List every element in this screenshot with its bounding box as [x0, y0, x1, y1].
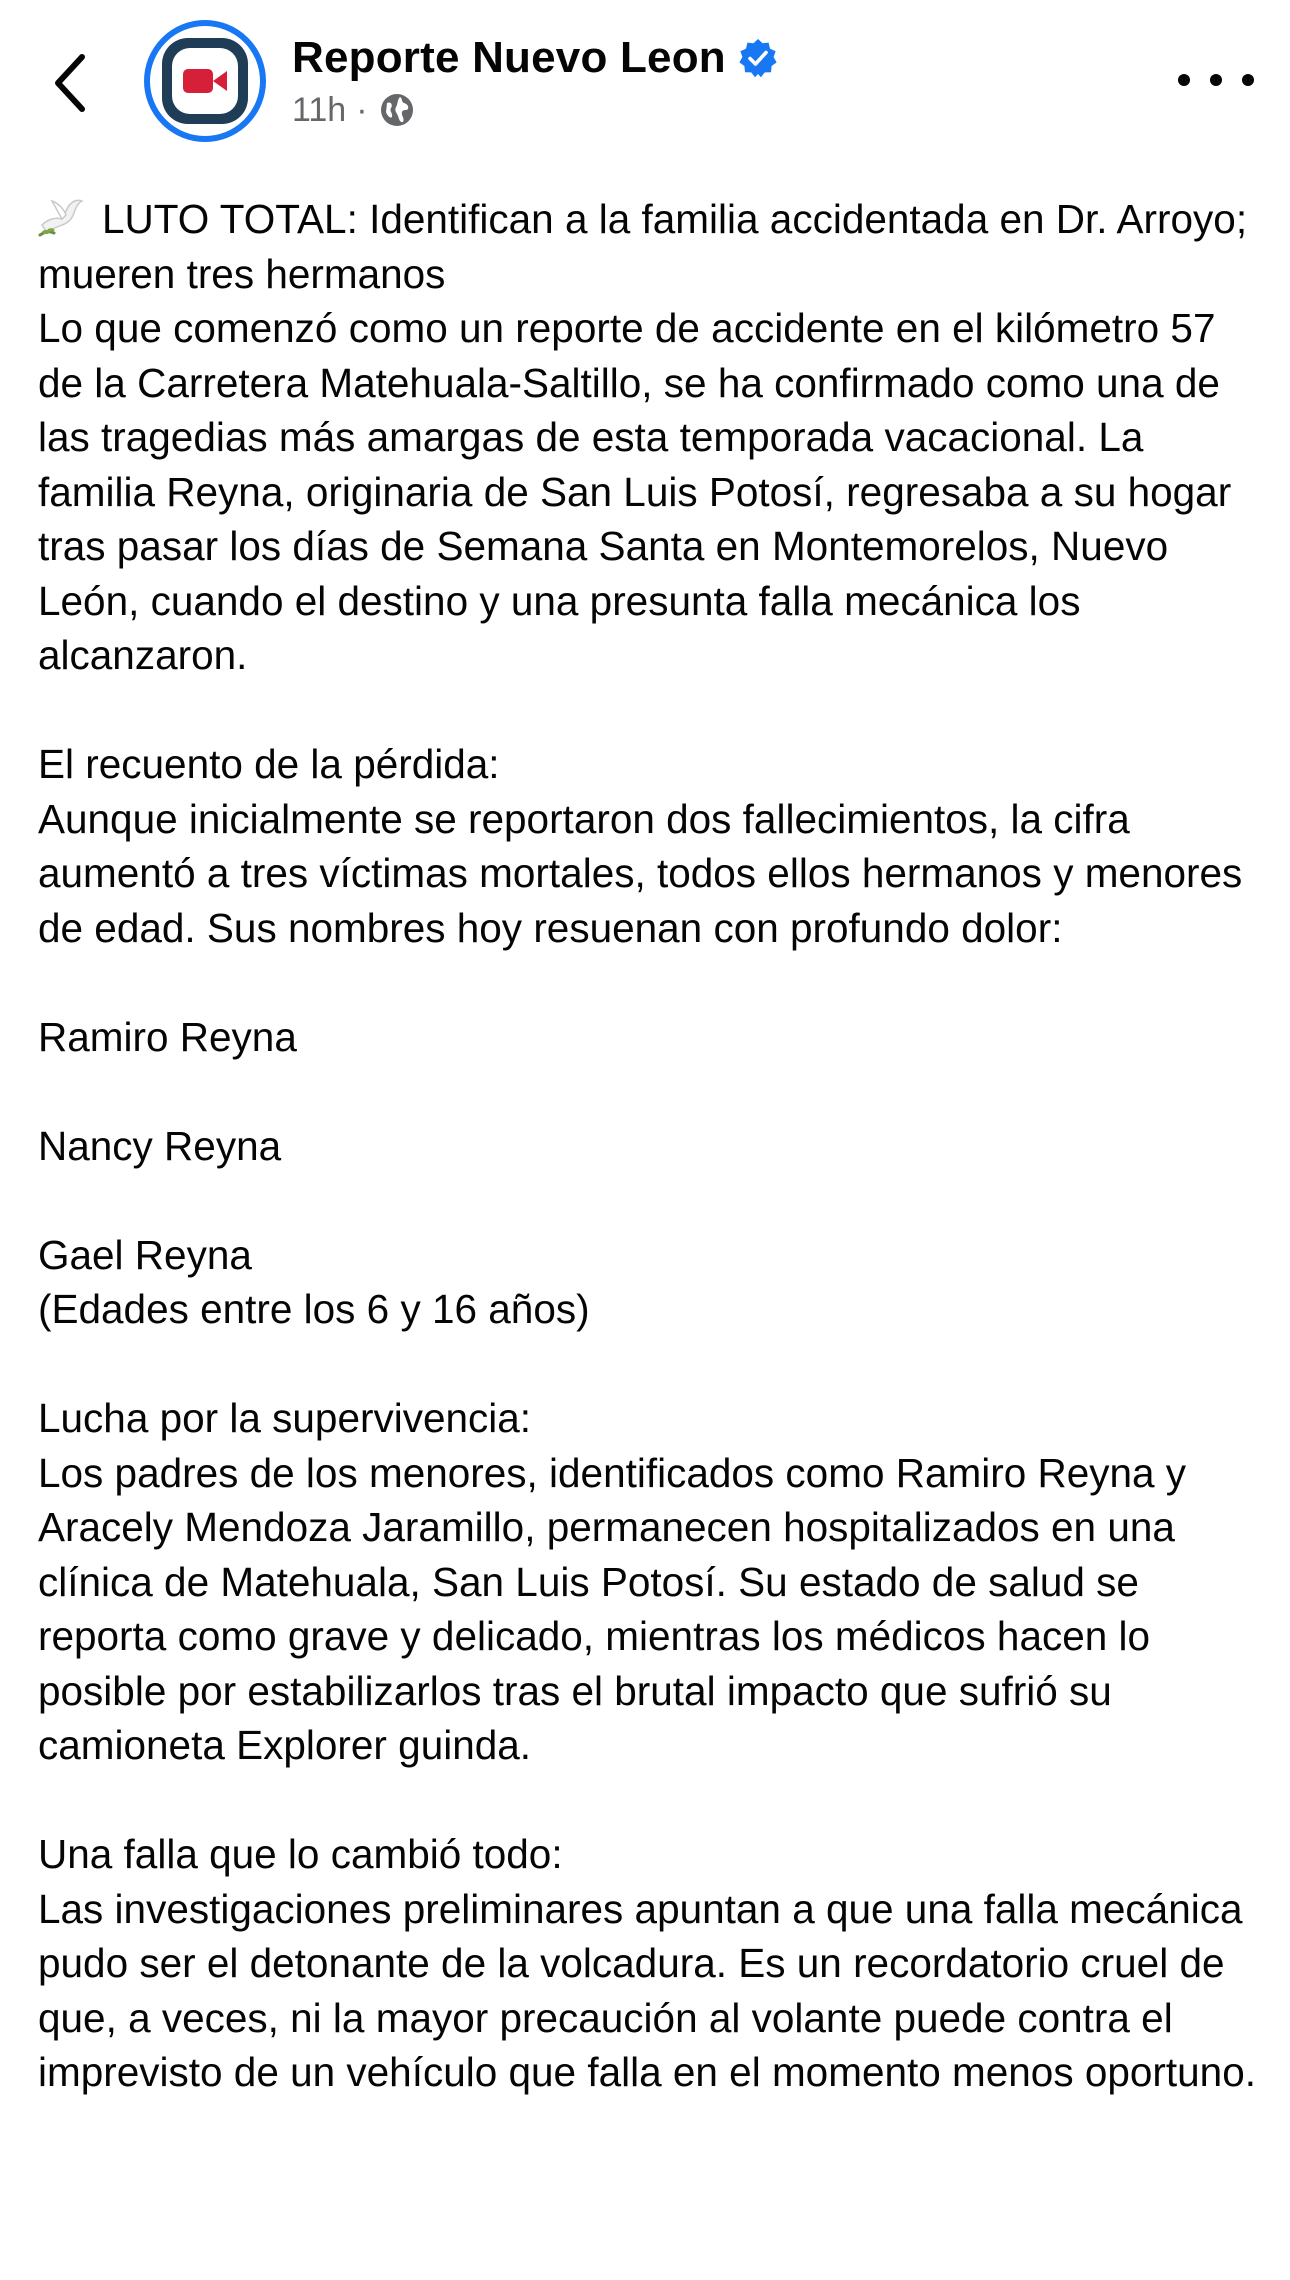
- dove-icon: [38, 195, 88, 239]
- post-title: LUTO TOTAL: Identifican a la familia accidentada en Dr. Arroyo; mueren tres hermanos: [38, 196, 1259, 297]
- page-name[interactable]: Reporte Nuevo Leon: [292, 33, 726, 82]
- verified-badge-icon: [738, 38, 778, 78]
- avatar-frame: [162, 38, 248, 124]
- avatar-core: [172, 48, 238, 114]
- section-text: Los padres de los menores, identificados como Ramiro Reyna y Aracely Mendoza Jaramillo, permanecen hospitalizados en una clínica de Matehuala, San Luis Potosí. Su estado de salud se reporta como grave y delicado, mientras los médicos hacen lo posible por estabilizarlos tras el brutal impacto que sufrió su camioneta Explorer guinda.: [38, 1449, 1196, 1768]
- section-heading: Lucha por la supervivencia:: [38, 1395, 532, 1441]
- globe-icon[interactable]: [378, 91, 416, 129]
- paragraph-gap: [38, 683, 1268, 738]
- post-time[interactable]: 11h: [292, 90, 347, 129]
- post-title-line: [38, 192, 1268, 301]
- meta-separator: ·: [356, 90, 368, 129]
- section-heading: Una falla que lo cambió todo:: [38, 1831, 563, 1877]
- back-button[interactable]: [40, 38, 100, 128]
- video-camera-icon: [181, 65, 229, 97]
- post-intro: Lo que comenzó como un reporte de accidente en el kilómetro 57 de la Carretera Matehuala-Saltillo, se ha confirmado como una de las tragedias más amargas de esta temporada vacacional. La familia Reyna, originaria de San Luis Potosí, regresaba a su hogar tras pasar los días de Semana Santa en Montemorelos, Nuevo León, cuando el destino y una presunta falla mecánica los alcanzaron.: [38, 305, 1243, 678]
- page-name-row: [292, 28, 778, 88]
- post-body: [38, 192, 1268, 2100]
- section-heading: El recuento de la pérdida:: [38, 741, 500, 787]
- paragraph-gap: [38, 1337, 1268, 1392]
- page-avatar[interactable]: [144, 20, 266, 142]
- victim-name: Nancy Reyna: [38, 1122, 282, 1169]
- post-header: [0, 0, 1290, 160]
- more-dot: [1210, 74, 1222, 86]
- post-meta: [292, 88, 416, 132]
- victim-ages: (Edades entre los 6 y 16 años): [38, 1286, 590, 1332]
- victim-name: Ramiro Reyna: [38, 1013, 297, 1060]
- paragraph-gap: [38, 955, 1268, 1010]
- paragraph-gap: [38, 1773, 1268, 1828]
- paragraph-gap: [38, 1173, 1268, 1228]
- more-dot: [1242, 74, 1254, 86]
- paragraph-gap: [38, 1064, 1268, 1119]
- victim-name: Gael Reyna: [38, 1231, 252, 1278]
- section-text: Aunque inicialmente se reportaron dos fallecimientos, la cifra aumentó a tres víctimas mortales, todos ellos hermanos y menores de edad. Sus nombres hoy resuenan con profundo dolor:: [38, 795, 1254, 951]
- more-options-button[interactable]: [1178, 60, 1254, 100]
- more-dot: [1178, 74, 1190, 86]
- chevron-left-icon: [52, 53, 88, 113]
- section-text: Las investigaciones preliminares apuntan a que una falla mecánica pudo ser el detonante de la volcadura. Es un recordatorio cruel de que, a veces, ni la mayor precaución al volante puede contra el imprevisto de un vehículo que falla en el momento menos oportuno.: [38, 1885, 1256, 2095]
